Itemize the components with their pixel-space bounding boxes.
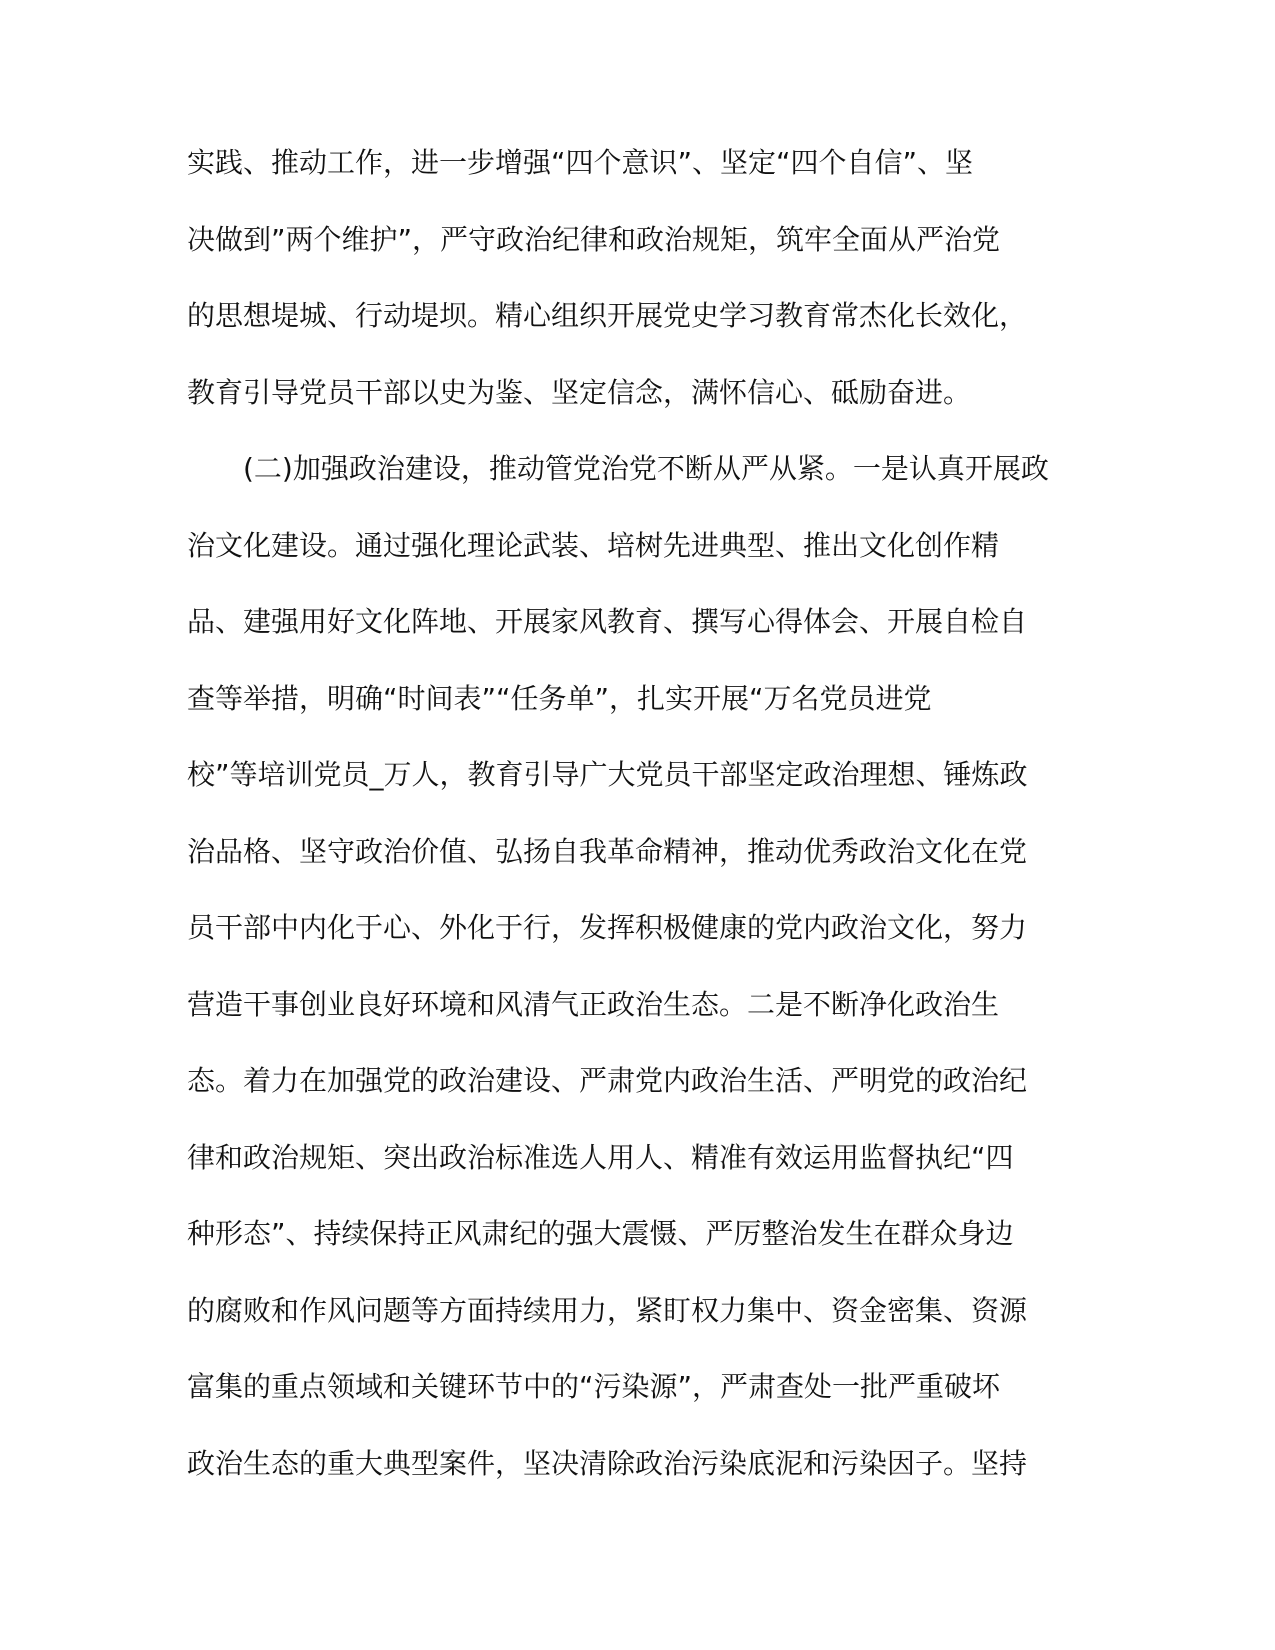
text-line: 治品格、坚守政治价值、弘扬自我革命精神，推动优秀政治文化在党	[187, 834, 1028, 868]
text-line: 决做到”两个维护”，严守政治纪律和政治规矩，筑牢全面从严治党	[187, 222, 1001, 256]
text-line: 校”等培训党员_万人，教育引导广大党员干部坚定政治理想、锤炼政	[187, 758, 1028, 791]
text-line: 的腐败和作风问题等方面持续用力，紧盯权力集中、资金密集、资源	[187, 1293, 1028, 1327]
text-line: 品、建强用好文化阵地、开展家风教育、撰写心得体会、开展自检自	[187, 605, 1028, 638]
text-line: 查等举措，明确“时间表”“任务单”，扎实开展“万名党员进党	[187, 681, 932, 715]
text-line: 富集的重点领域和关键环节中的“污染源”，严肃查处一批严重破坏	[187, 1370, 1001, 1403]
text-line: 营造干事创业良好环境和风清气正政治生态。二是不断净化政治生	[187, 987, 1000, 1021]
text-line: 实践、推动工作，进一步增强“四个意识”、坚定“四个自信”、坚	[187, 146, 974, 179]
text-line: 的思想堤城、行动堤坝。精心组织开展党史学习教育常杰化长效化，	[187, 299, 1028, 332]
text-line: 员干部中内化于心、外化于行，发挥积极健康的党内政治文化，努力	[187, 911, 1028, 944]
text-line: 态。着力在加强党的政治建设、严肃党内政治生活、严明党的政治纪	[187, 1064, 1028, 1097]
text-line: 种形态”、持续保持正风肃纪的强大震慑、严厉整治发生在群众身边	[187, 1217, 1014, 1250]
body-text	[187, 138, 1087, 1515]
text-line: 治文化建设。通过强化理论武装、培树先进典型、推出文化创作精	[187, 528, 1000, 562]
text-line: 政治生态的重大典型案件，坚决清除政治污染底泥和污染因子。坚持	[187, 1446, 1028, 1480]
paragraph-heading-line: (二)加强政治建设，推动管党治党不断从严从紧。一是认真开展政	[187, 452, 1049, 485]
text-line: 律和政治规矩、突出政治标准选人用人、精准有效运用监督执纪“四	[187, 1140, 1014, 1174]
text-line: 教育引导党员干部以史为鉴、坚定信念，满怀信心、砥励奋进。	[187, 375, 972, 409]
